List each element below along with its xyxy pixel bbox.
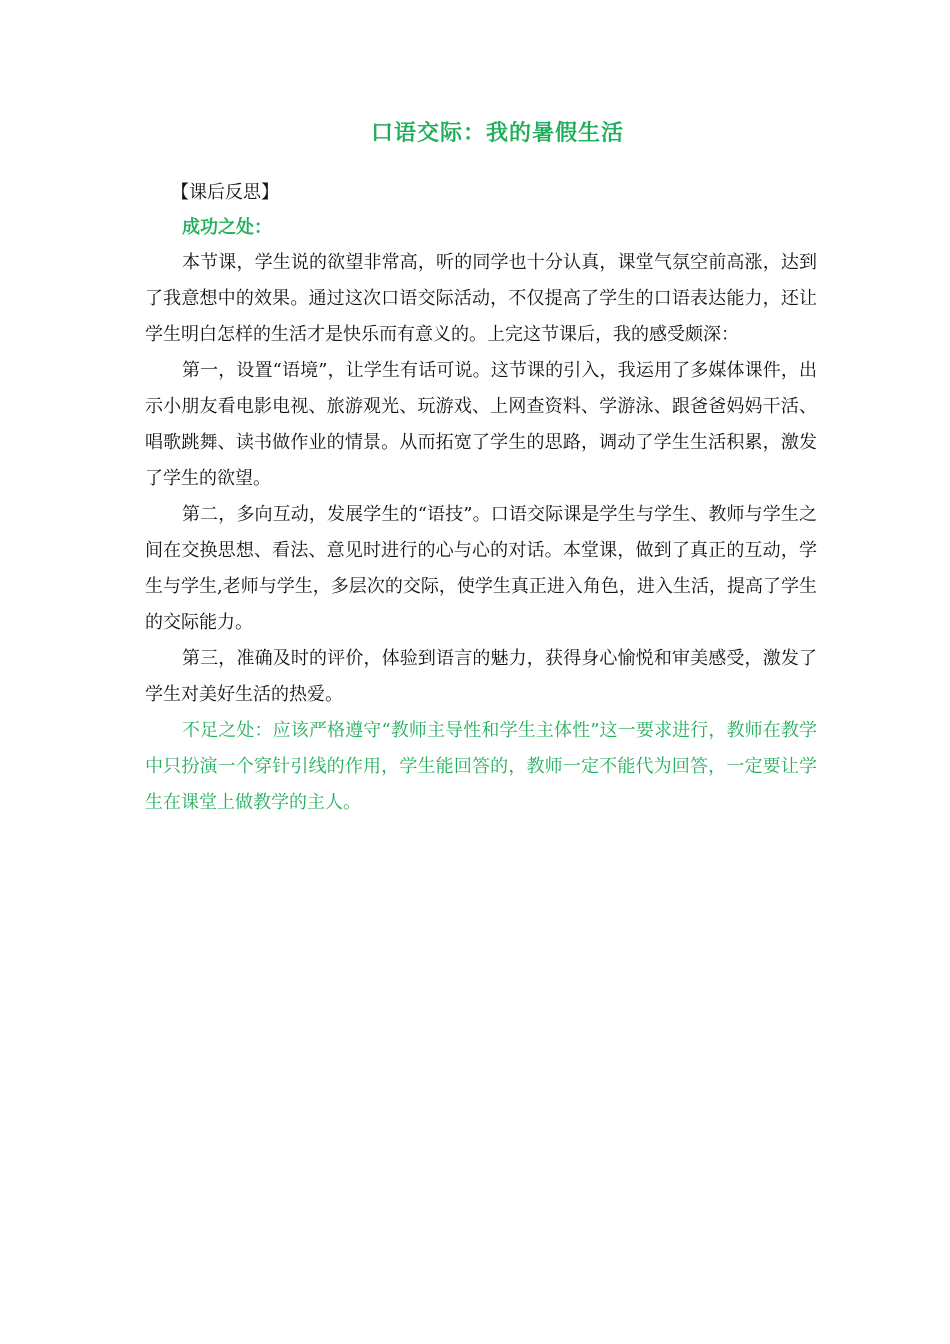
paragraph-second: 第二，多向互动，发展学生的“语技”。口语交际课是学生与学生、教师与学生之间在交换思想、看法、意见时进行的心与心的对话。本堂课，做到了真正的互动，学生与学生,老师与学生，多层次的交际，使学生真正进入角色，进入生活，提高了学生的交际能力。 [145, 504, 817, 633]
paragraph-third: 第三，准确及时的评价，体验到语言的魅力，获得身心愉悦和审美感受，激发了学生对美好生活的热爱。 [145, 648, 817, 705]
section-heading: 【课后反思】 [171, 182, 279, 203]
document-body [145, 175, 817, 821]
paragraph-first: 第一，设置“语境”，让学生有话可说。这节课的引入，我运用了多媒体课件，出示小朋友看电影电视、旅游观光、玩游戏、上网查资料、学游泳、跟爸爸妈妈干活、唱歌跳舞、读书做作业的情景。从而拓宽了学生的思路，调动了学生生活积累，激发了学生的欲望。 [145, 360, 817, 489]
success-heading: 成功之处： [182, 217, 272, 238]
document-title: 口语交际：我的暑假生活 [370, 121, 624, 146]
paragraph-shortcoming: 不足之处：应该严格遵守“教师主导性和学生主体性”这一要求进行，教师在教学中只扮演一个穿针引线的作用，学生能回答的，教师一定不能代为回答，一定要让学生在课堂上做教学的主人。 [145, 720, 817, 813]
paragraph-intro: 本节课，学生说的欲望非常高，听的同学也十分认真，课堂气氛空前高涨，达到了我意想中的效果。通过这次口语交际活动，不仅提高了学生的口语表达能力，还让学生明白怎样的生活才是快乐而有意义的。上完这节课后，我的感受颇深： [145, 252, 817, 345]
